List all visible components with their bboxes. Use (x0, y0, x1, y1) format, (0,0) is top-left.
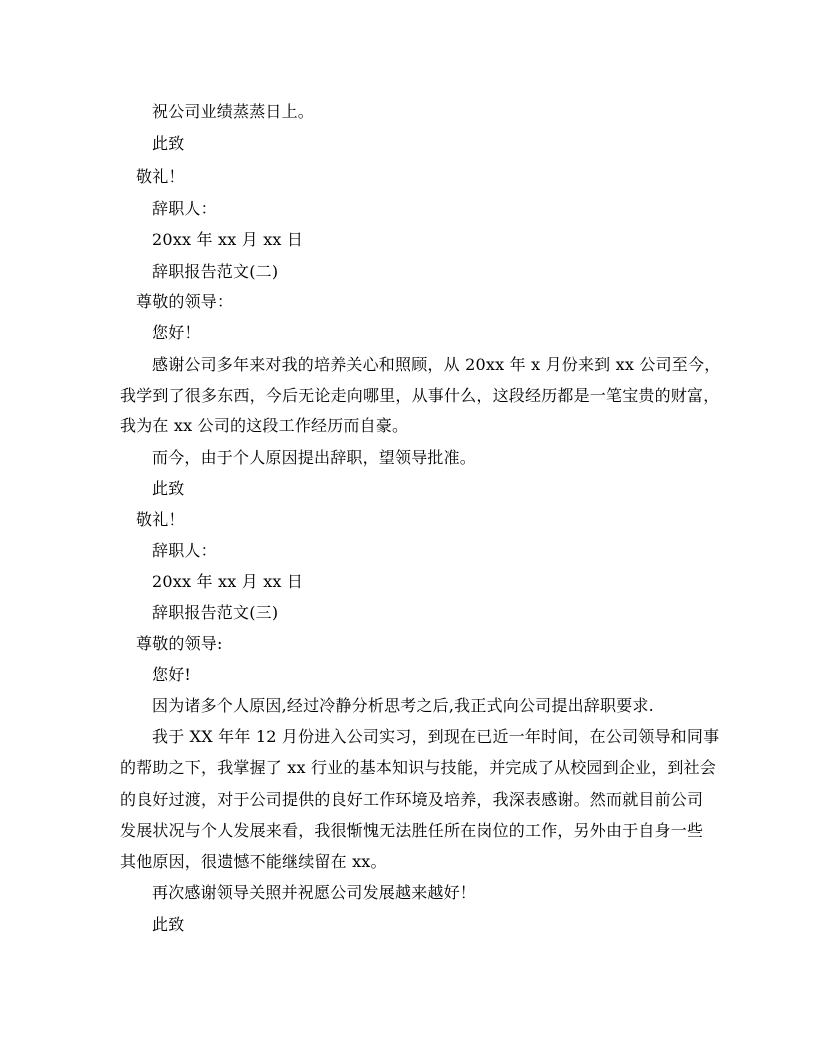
letter3-para3: 再次感谢领导关照并祝愿公司发展越来越好！ (152, 883, 477, 902)
letter3-para2-line4: 发展状况与个人发展来看，我很惭愧无法胜任所在岗位的工作，另外由于自身一些 (120, 821, 704, 840)
letter2-heading: 辞职报告范文(二) (152, 262, 279, 281)
salute-line: 敬礼！ (136, 167, 185, 186)
letter2-closing: 此致 (152, 479, 185, 498)
letter3-addressee: 尊敬的领导: (136, 634, 223, 653)
letter3-greeting: 您好! (152, 665, 192, 684)
letter3-para2-line1: 我于 XX 年年 12 月份进入公司实习，到现在已近一年时间，在公司领导和同事 (152, 727, 720, 746)
date-line: 20xx 年 xx 月 xx 日 (152, 230, 304, 249)
letter3-para2-line3: 的良好过渡，对于公司提供的良好工作环境及培养，我深表感谢。然而就目前公司 (120, 790, 704, 809)
wish-line: 祝公司业绩蒸蒸日上。 (152, 102, 315, 121)
signer-line: 辞职人： (152, 199, 217, 218)
letter2-date: 20xx 年 xx 月 xx 日 (152, 572, 304, 591)
letter2-greeting: 您好！ (152, 323, 201, 342)
letter2-para1-line1: 感谢公司多年来对我的培养关心和照顾，从 20xx 年 x 月份来到 xx 公司至今， (152, 355, 721, 374)
letter3-para2-line2: 的帮助之下，我掌握了 xx 行业的基本知识与技能，并完成了从校园到企业，到社会 (120, 758, 717, 777)
letter3-closing: 此致 (152, 915, 185, 934)
letter3-para1: 因为诸多个人原因,经过冷静分析思考之后,我正式向公司提出辞职要求. (152, 696, 654, 715)
letter2-salute: 敬礼！ (136, 510, 185, 529)
letter2-signer: 辞职人： (152, 541, 217, 560)
letter2-para1-line3: 我为在 xx 公司的这段工作经历而自豪。 (120, 416, 409, 435)
letter3-para2-line5: 其他原因，很遗憾不能继续留在 xx。 (120, 852, 387, 871)
letter2-addressee: 尊敬的领导： (136, 292, 234, 311)
letter2-para2: 而今，由于个人原因提出辞职，望领导批准。 (152, 448, 477, 467)
closing-line: 此致 (152, 134, 185, 153)
letter3-heading: 辞职报告范文(三) (152, 603, 279, 622)
letter2-para1-line2: 我学到了很多东西，今后无论走向哪里，从事什么，这段经历都是一笔宝贵的财富， (120, 386, 720, 405)
